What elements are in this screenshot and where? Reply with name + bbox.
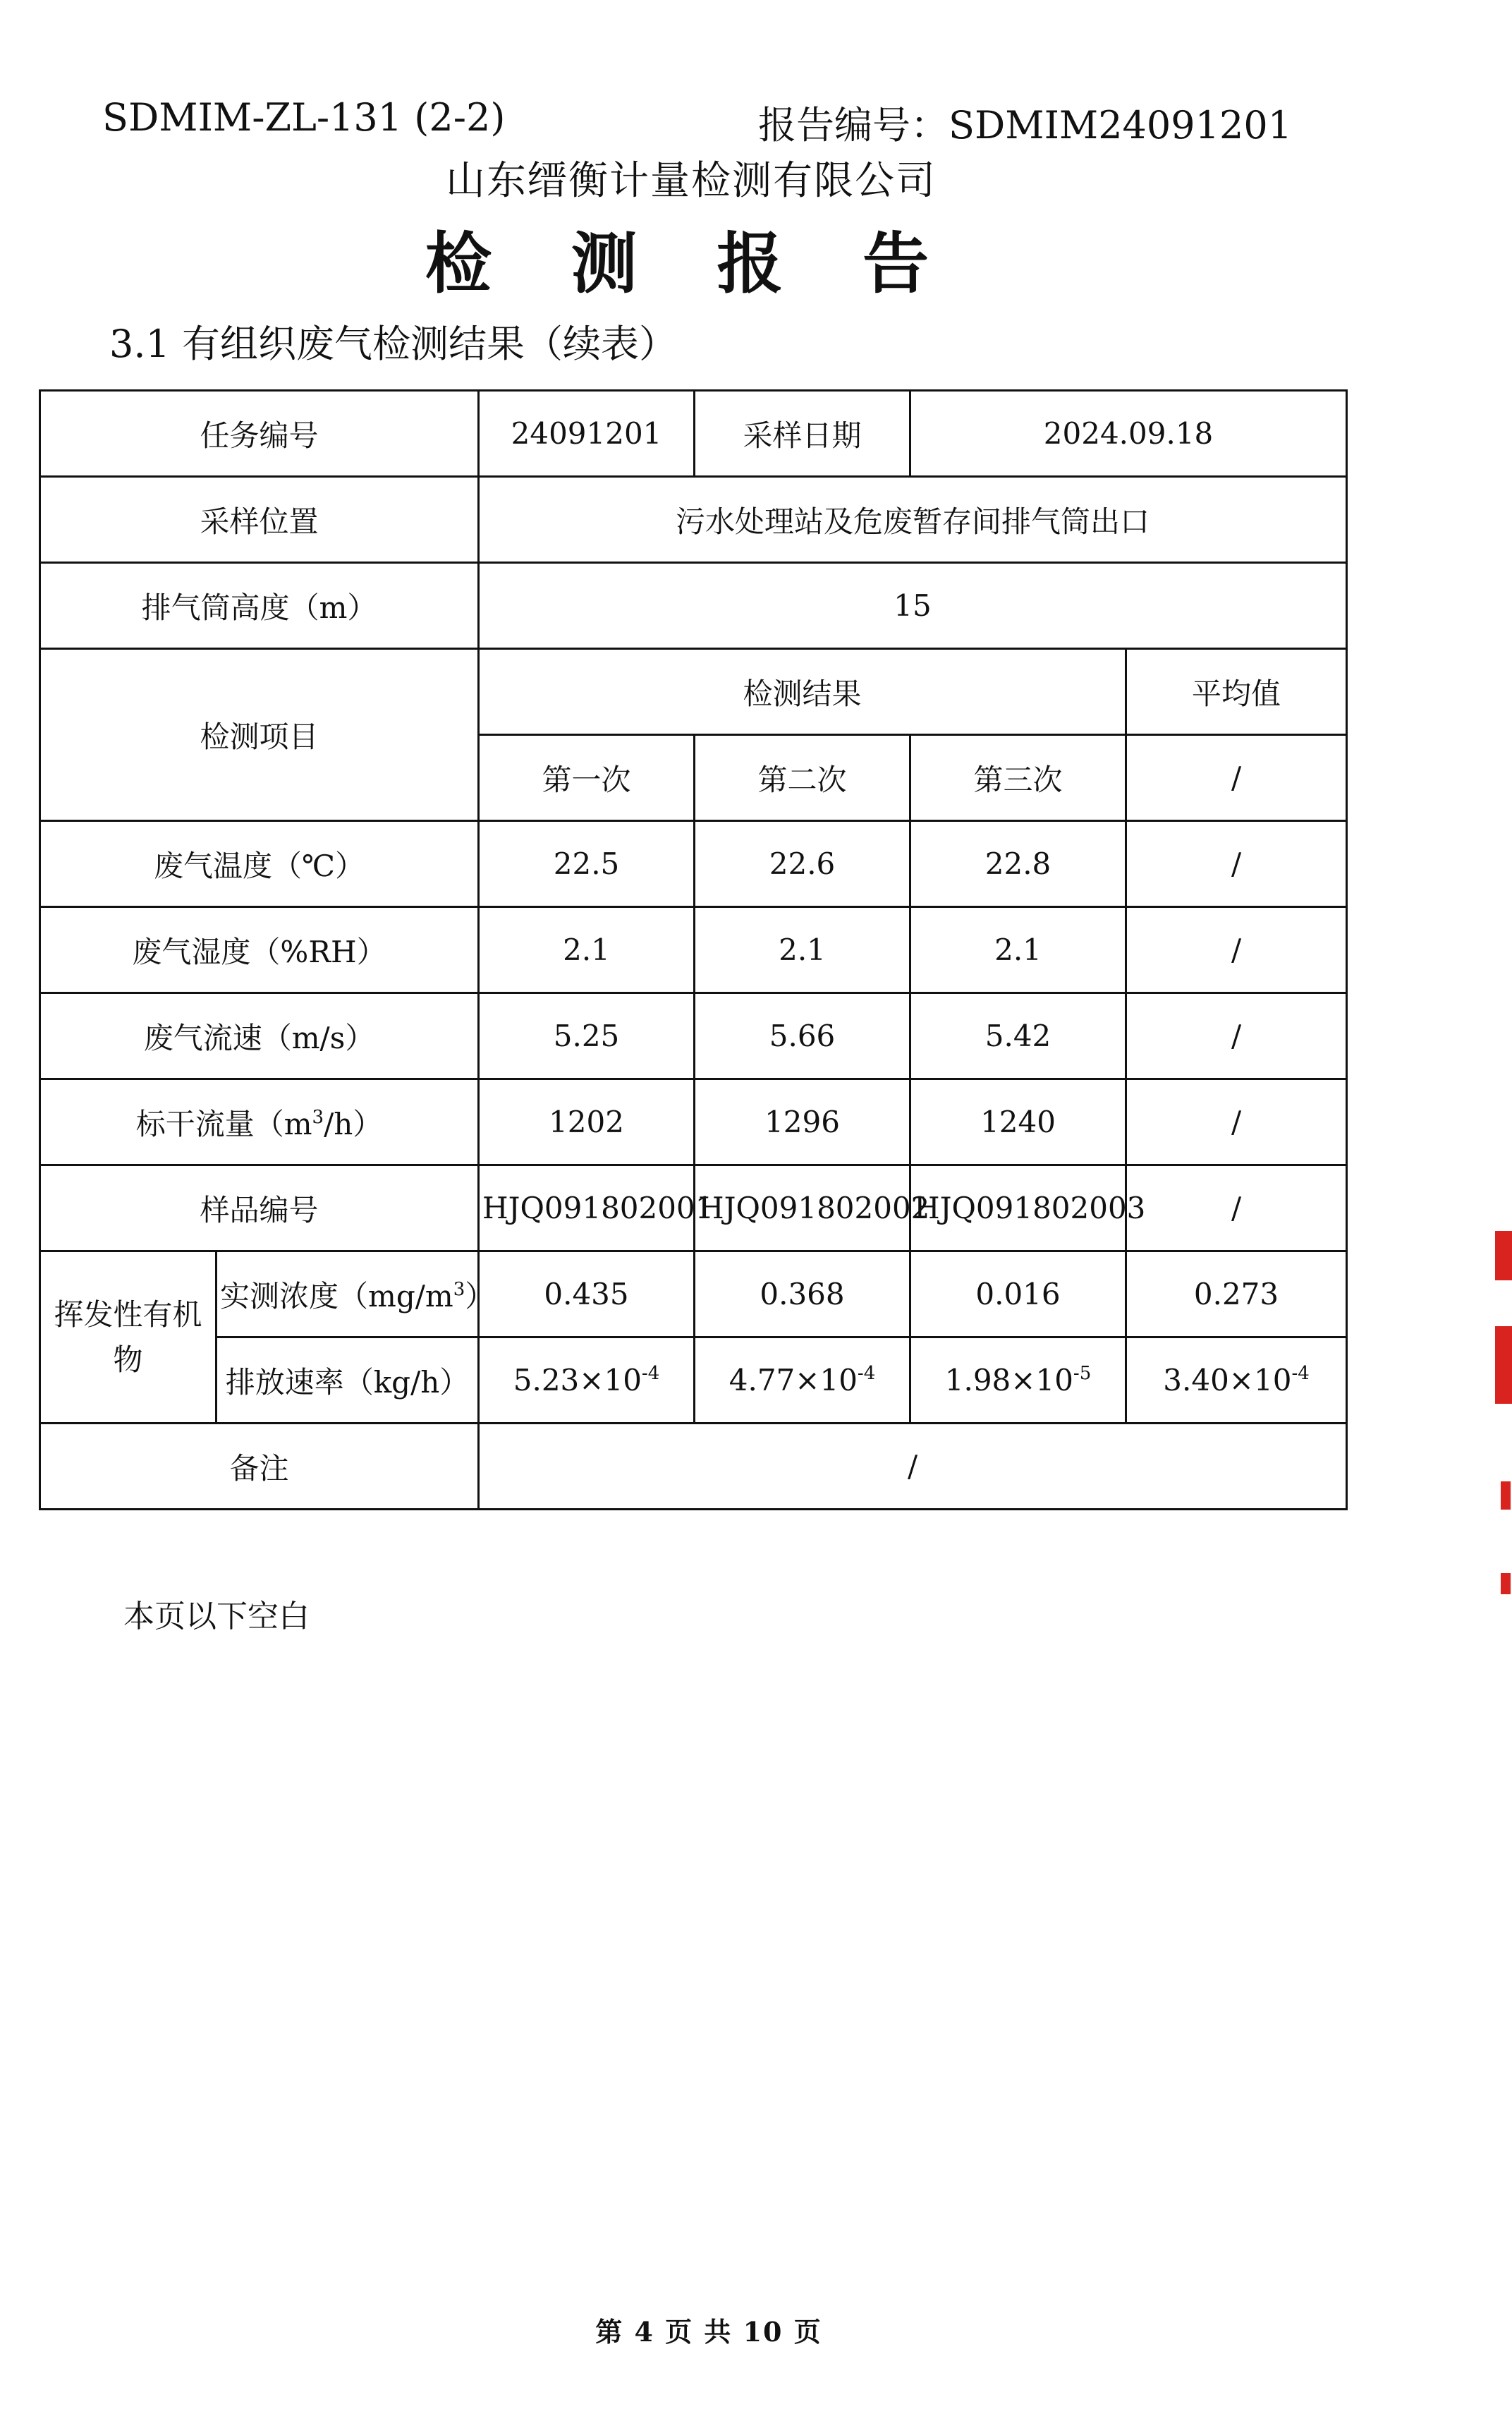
sampling-date-label: 采样日期: [695, 391, 910, 477]
cell: 2.1: [479, 907, 695, 993]
seal-stamp-fragment: [1501, 1573, 1511, 1594]
cell: /: [1126, 907, 1347, 993]
cell: /: [1126, 1079, 1347, 1165]
cell: HJQ091802003: [910, 1165, 1126, 1251]
height-label: 排气筒高度（m）: [40, 563, 479, 649]
cell: /: [1126, 1165, 1347, 1251]
remark-label: 备注: [40, 1424, 479, 1510]
cell: HJQ091802002: [695, 1165, 910, 1251]
run-2-label: 第二次: [695, 735, 910, 821]
cell: 0.435: [479, 1251, 695, 1337]
avg-label: 平均值: [1126, 649, 1347, 735]
results-table: [39, 389, 1348, 1510]
cell: /: [1126, 993, 1347, 1079]
section-title: 3.1 有组织废气检测结果（续表）: [109, 322, 678, 366]
report-number-value: SDMIM24091201: [949, 103, 1293, 147]
cell: 5.66: [695, 993, 910, 1079]
temperature-label: 废气温度（℃）: [40, 821, 479, 907]
table-row: [40, 1424, 1347, 1510]
blank-note: 本页以下空白: [123, 1598, 310, 1634]
humidity-label: 废气湿度（%RH）: [40, 907, 479, 993]
item-label: 检测项目: [40, 649, 479, 821]
cell: 5.25: [479, 993, 695, 1079]
page-footer: 第 4 页 共 10 页: [595, 2316, 822, 2348]
cell: 1296: [695, 1079, 910, 1165]
cell: /: [1126, 821, 1347, 907]
table-row: [40, 391, 1347, 477]
location-label: 采样位置: [40, 477, 479, 563]
table-row: [40, 821, 1347, 907]
sample-no-label: 样品编号: [40, 1165, 479, 1251]
cell: 22.6: [695, 821, 910, 907]
location-value: 污水处理站及危废暂存间排气筒出口: [479, 477, 1347, 563]
table-row: [40, 649, 1347, 735]
cell: 0.016: [910, 1251, 1126, 1337]
table-row: [40, 907, 1347, 993]
cell: 5.42: [910, 993, 1126, 1079]
cell: $5.23\times 10^{-4}$: [479, 1337, 695, 1424]
flow-label: 标干流量$(m^3/h)$: [40, 1079, 479, 1165]
seal-stamp-fragment: [1501, 1481, 1511, 1510]
cell: 2.1: [910, 907, 1126, 993]
cell: 22.8: [910, 821, 1126, 907]
task-no-label: 任务编号: [40, 391, 479, 477]
cell: 0.368: [695, 1251, 910, 1337]
seal-stamp-fragment: [1495, 1326, 1512, 1404]
cell: 22.5: [479, 821, 695, 907]
table-row: [40, 1337, 1347, 1424]
table-row: [40, 1165, 1347, 1251]
avg-placeholder: /: [1126, 735, 1347, 821]
cell: 1202: [479, 1079, 695, 1165]
report-number: [758, 95, 1292, 150]
table-row: [40, 1251, 1347, 1337]
run-1-label: 第一次: [479, 735, 695, 821]
cell: HJQ091802001: [479, 1165, 695, 1251]
height-value: 15: [479, 563, 1347, 649]
voc-group-label: 挥发性有机物: [40, 1251, 217, 1424]
concentration-label: 实测浓度$(mg/m^3)$: [217, 1251, 479, 1337]
task-no-value: 24091201: [479, 391, 695, 477]
cell: $1.98\times 10^{-5}$: [910, 1337, 1126, 1424]
run-3-label: 第三次: [910, 735, 1126, 821]
table-row: [40, 1079, 1347, 1165]
report-number-label: 报告编号：: [758, 103, 949, 147]
company-name: 山东缙衡计量检测有限公司: [446, 158, 937, 204]
form-code: SDMIM-ZL-131 (2-2): [102, 95, 506, 140]
emission-rate-label: 排放速率（kg/h）: [217, 1337, 479, 1424]
cell: 0.273: [1126, 1251, 1347, 1337]
cell: 2.1: [695, 907, 910, 993]
page-title: 检 测 报 告: [425, 225, 958, 303]
cell: 1240: [910, 1079, 1126, 1165]
table-row: [40, 477, 1347, 563]
remark-value: /: [479, 1424, 1347, 1510]
result-label: 检测结果: [479, 649, 1126, 735]
seal-stamp-fragment: [1495, 1231, 1512, 1280]
cell: $4.77\times 10^{-4}$: [695, 1337, 910, 1424]
table-row: [40, 993, 1347, 1079]
velocity-label: 废气流速（m/s）: [40, 993, 479, 1079]
sampling-date-value: 2024.09.18: [910, 391, 1347, 477]
cell: $3.40\times 10^{-4}$: [1126, 1337, 1347, 1424]
table-row: [40, 563, 1347, 649]
